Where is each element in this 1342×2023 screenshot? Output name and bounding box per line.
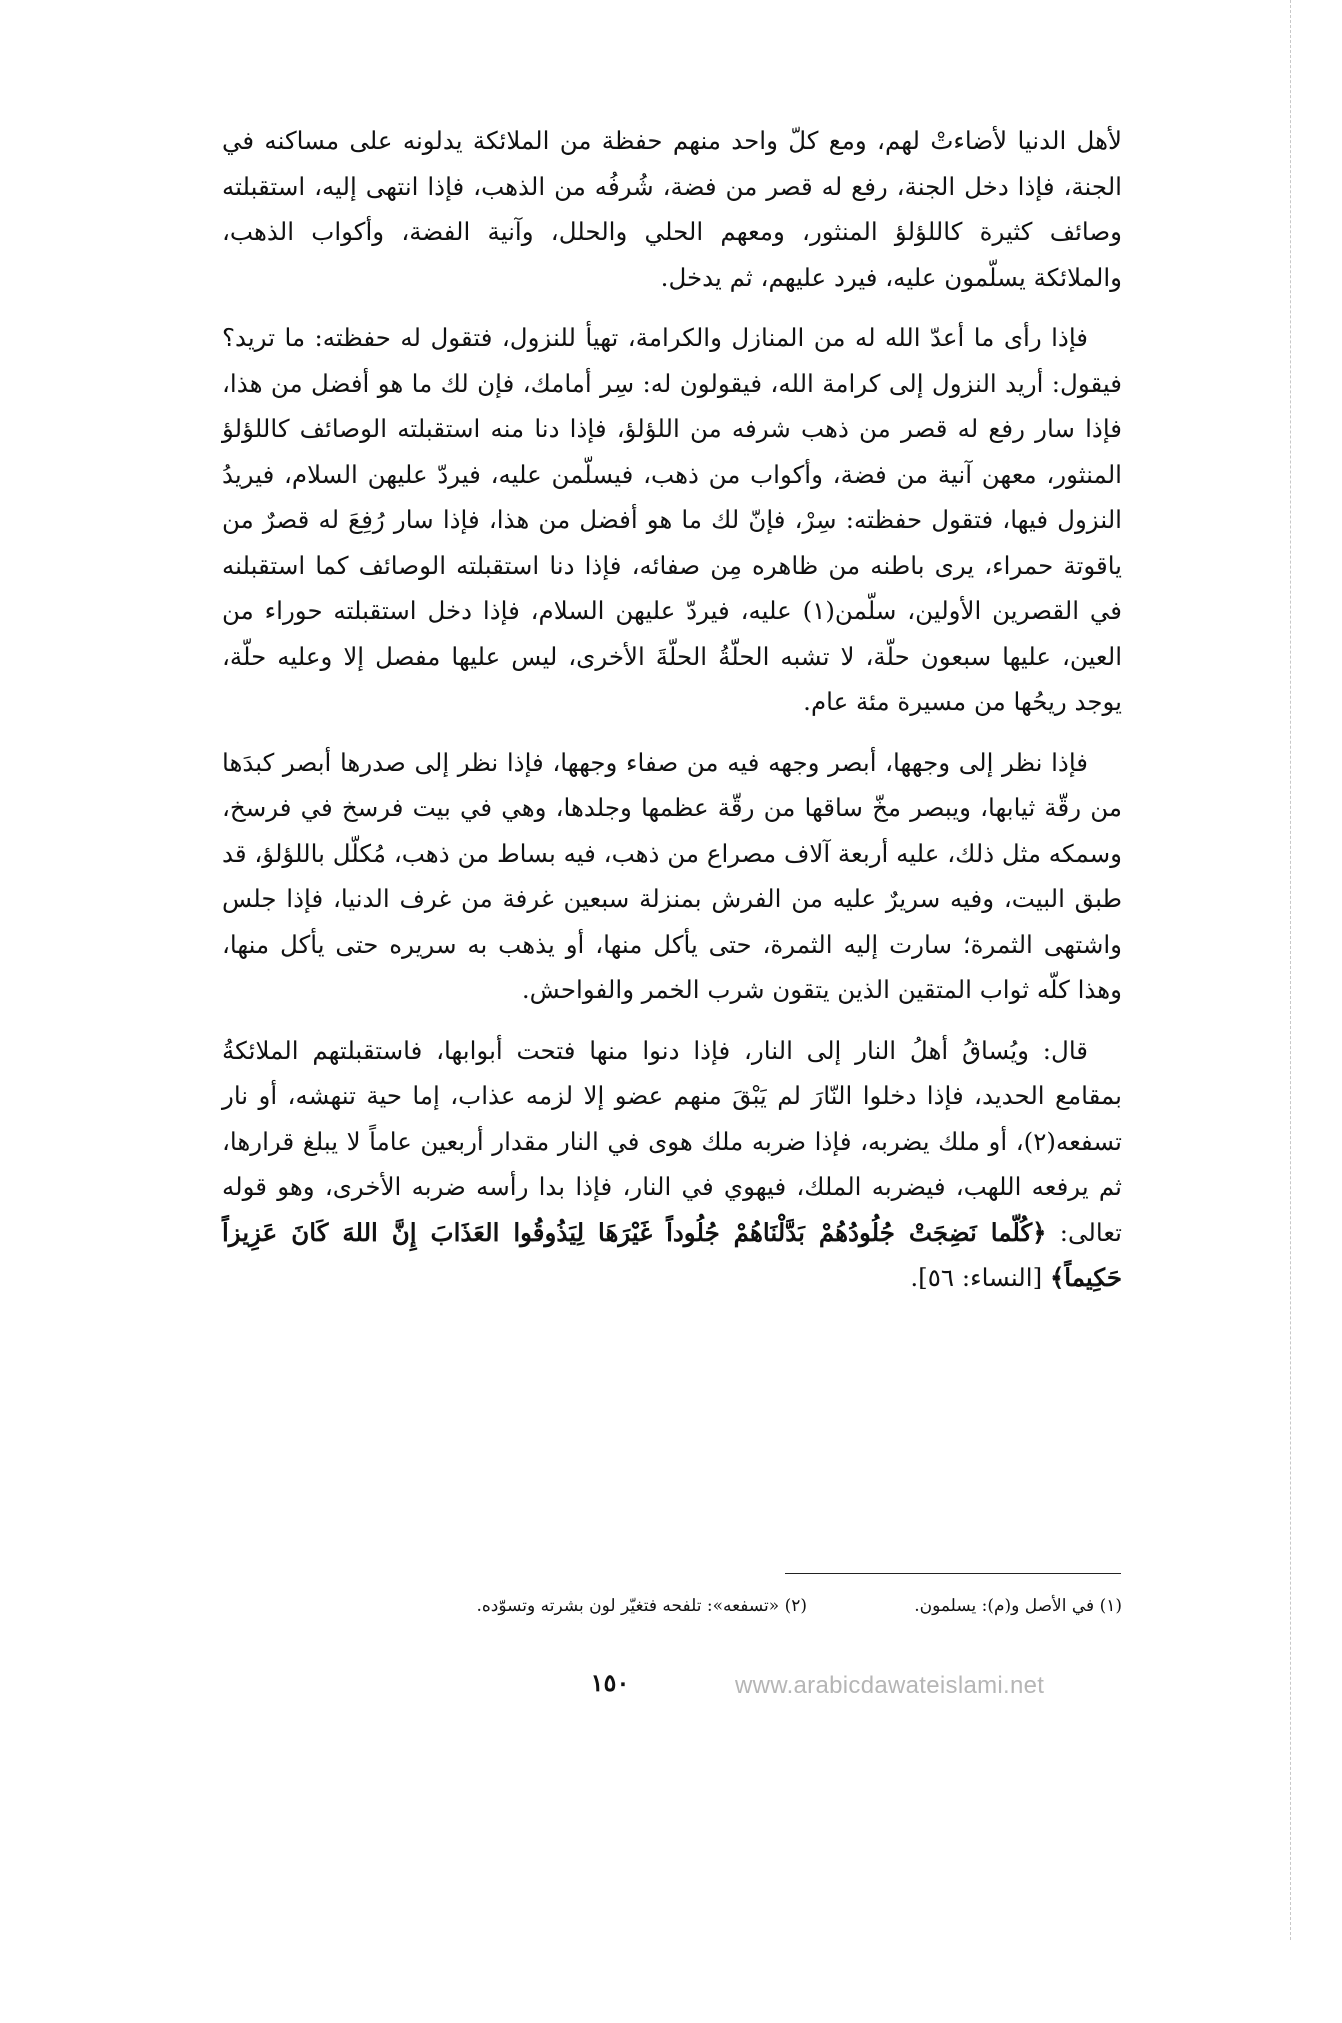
quran-reference: [النساء: ٥٦].: [910, 1263, 1043, 1292]
footnotes: [222, 1593, 1122, 1623]
paragraph-1: لأهل الدنيا لأضاءتْ لهم، ومع كلّ واحد منهم حفظة من الملائكة يدلونه على مساكنه في الجنة، فإذا دخل الجنة، رفع له قصر من فضة، شُرفُه من الذهب، فإذا انتهى إليه، استقبلته وصائف كثيرة كاللؤلؤ المنثور، ومعهم الحلي والحلل، وآنية الفضة، وأكواب الذهب، والملائكة يسلّمون عليه، فيرد عليهم، ثم يدخل.: [222, 126, 1122, 292]
paragraph-4-text: قال: ويُساقُ أهلُ النار إلى النار، فإذا دنوا منها فتحت أبوابها، فاستقبلتهم الملائكةُ بمقامع الحديد، فإذا دخلوا النّارَ لم يَبْقَ منهم عضو إلا لزمه عذاب، إما حية تنهشه، أو نار تسفعه(٢)، أو ملك يضربه، فإذا ضربه ملك هوى في النار مقدار أربعين عاماً لا يبلغ قرارها، ثم يرفعه اللهب، فيضربه الملك، فيهوي في النار، فإذا بدا رأسه ضربه الأخرى، وهو قوله تعالى:: [222, 1035, 1122, 1247]
page-number: ١٥٠: [590, 1668, 630, 1697]
footnote-2: (٢) «تسفعه»: تلفحه فتغيّر لون بشرته وتسوّده.: [476, 1596, 807, 1616]
footnote-separator: [785, 1573, 1121, 1574]
paragraph-2: فإذا رأى ما أعدّ الله له من المنازل والكرامة، تهيأ للنزول، فتقول له حفظته: ما تريد؟ فيقول: أريد النزول إلى كرامة الله، فيقولون له: سِر أمامك، فإن لك ما هو أفضل من هذا، فإذا سار رفع له قصر من ذهب شرفه من اللؤلؤ، فإذا دنا منه استقبلته الوصائف كاللؤلؤ المنثور، معهن آنية من فضة، وأكواب من ذهب، فيسلّمن عليه، فيردّ عليهن السلام، فيريدُ النزول فيها، فتقول حفظته: سِرْ، فإنّ لك ما هو أفضل من هذا، فإذا سار رُفِعَ له قصرٌ من ياقوتة حمراء، يرى باطنه من ظاهره مِن صفائه، فإذا دنا استقبلته الوصائف كما استقبلنه في القصرين الأولين، سلّمن(١) عليه، فيردّ عليهن السلام، فإذا دخل استقبلته حوراء من العين، عليها سبعون حلّة، لا تشبه الحلّةُ الحلّةَ الأخرى، ليس عليها مفصل إلا وعليه حلّة، يوجد ريحُها من مسيرة مئة عام.: [222, 323, 1122, 716]
margin-rule: [1290, 0, 1291, 1940]
paragraph-4: [222, 1028, 1122, 1301]
quran-verse: ﴿كُلّما نَضِجَتْ جُلُودُهُمْ بَدَّلْنَاهُمْ جُلُوداً غَيْرَهَا لِيَذُوقُوا العَذَابَ إِنَّ اللهَ كَانَ عَزِيزاً حَكِيماً﴾: [222, 1217, 1122, 1292]
paragraph-3: فإذا نظر إلى وجهها، أبصر وجهه فيه من صفاء وجهها، فإذا نظر إلى صدرها أبصر كبدَها من رقّة ثيابها، ويبصر مخّ ساقها من رقّة عظمها وجلدها، وهي في بيت فرسخ في فرسخ، وسمكه مثل ذلك، عليه أربعة آلاف مصراع من ذهب، فيه بساط من ذهب، مُكلّل باللؤلؤ، قد طبق البيت، وفيه سريرٌ عليه من الفرش بمنزلة سبعين غرفة من غرف الدنيا، فإذا جلس واشتهى الثمرة؛ سارت إليه الثمرة، حتى يأكل منها، أو يذهب به سريره حتى يأكل منها، وهذا كلّه ثواب المتقين الذين يتقون شرب الخمر والفواحش.: [222, 747, 1122, 1004]
watermark: www.arabicdawateislami.net: [735, 1672, 1045, 1699]
main-text: [222, 118, 1122, 1316]
footnote-1: (١) في الأصل و(م): يسلمون.: [914, 1596, 1122, 1616]
